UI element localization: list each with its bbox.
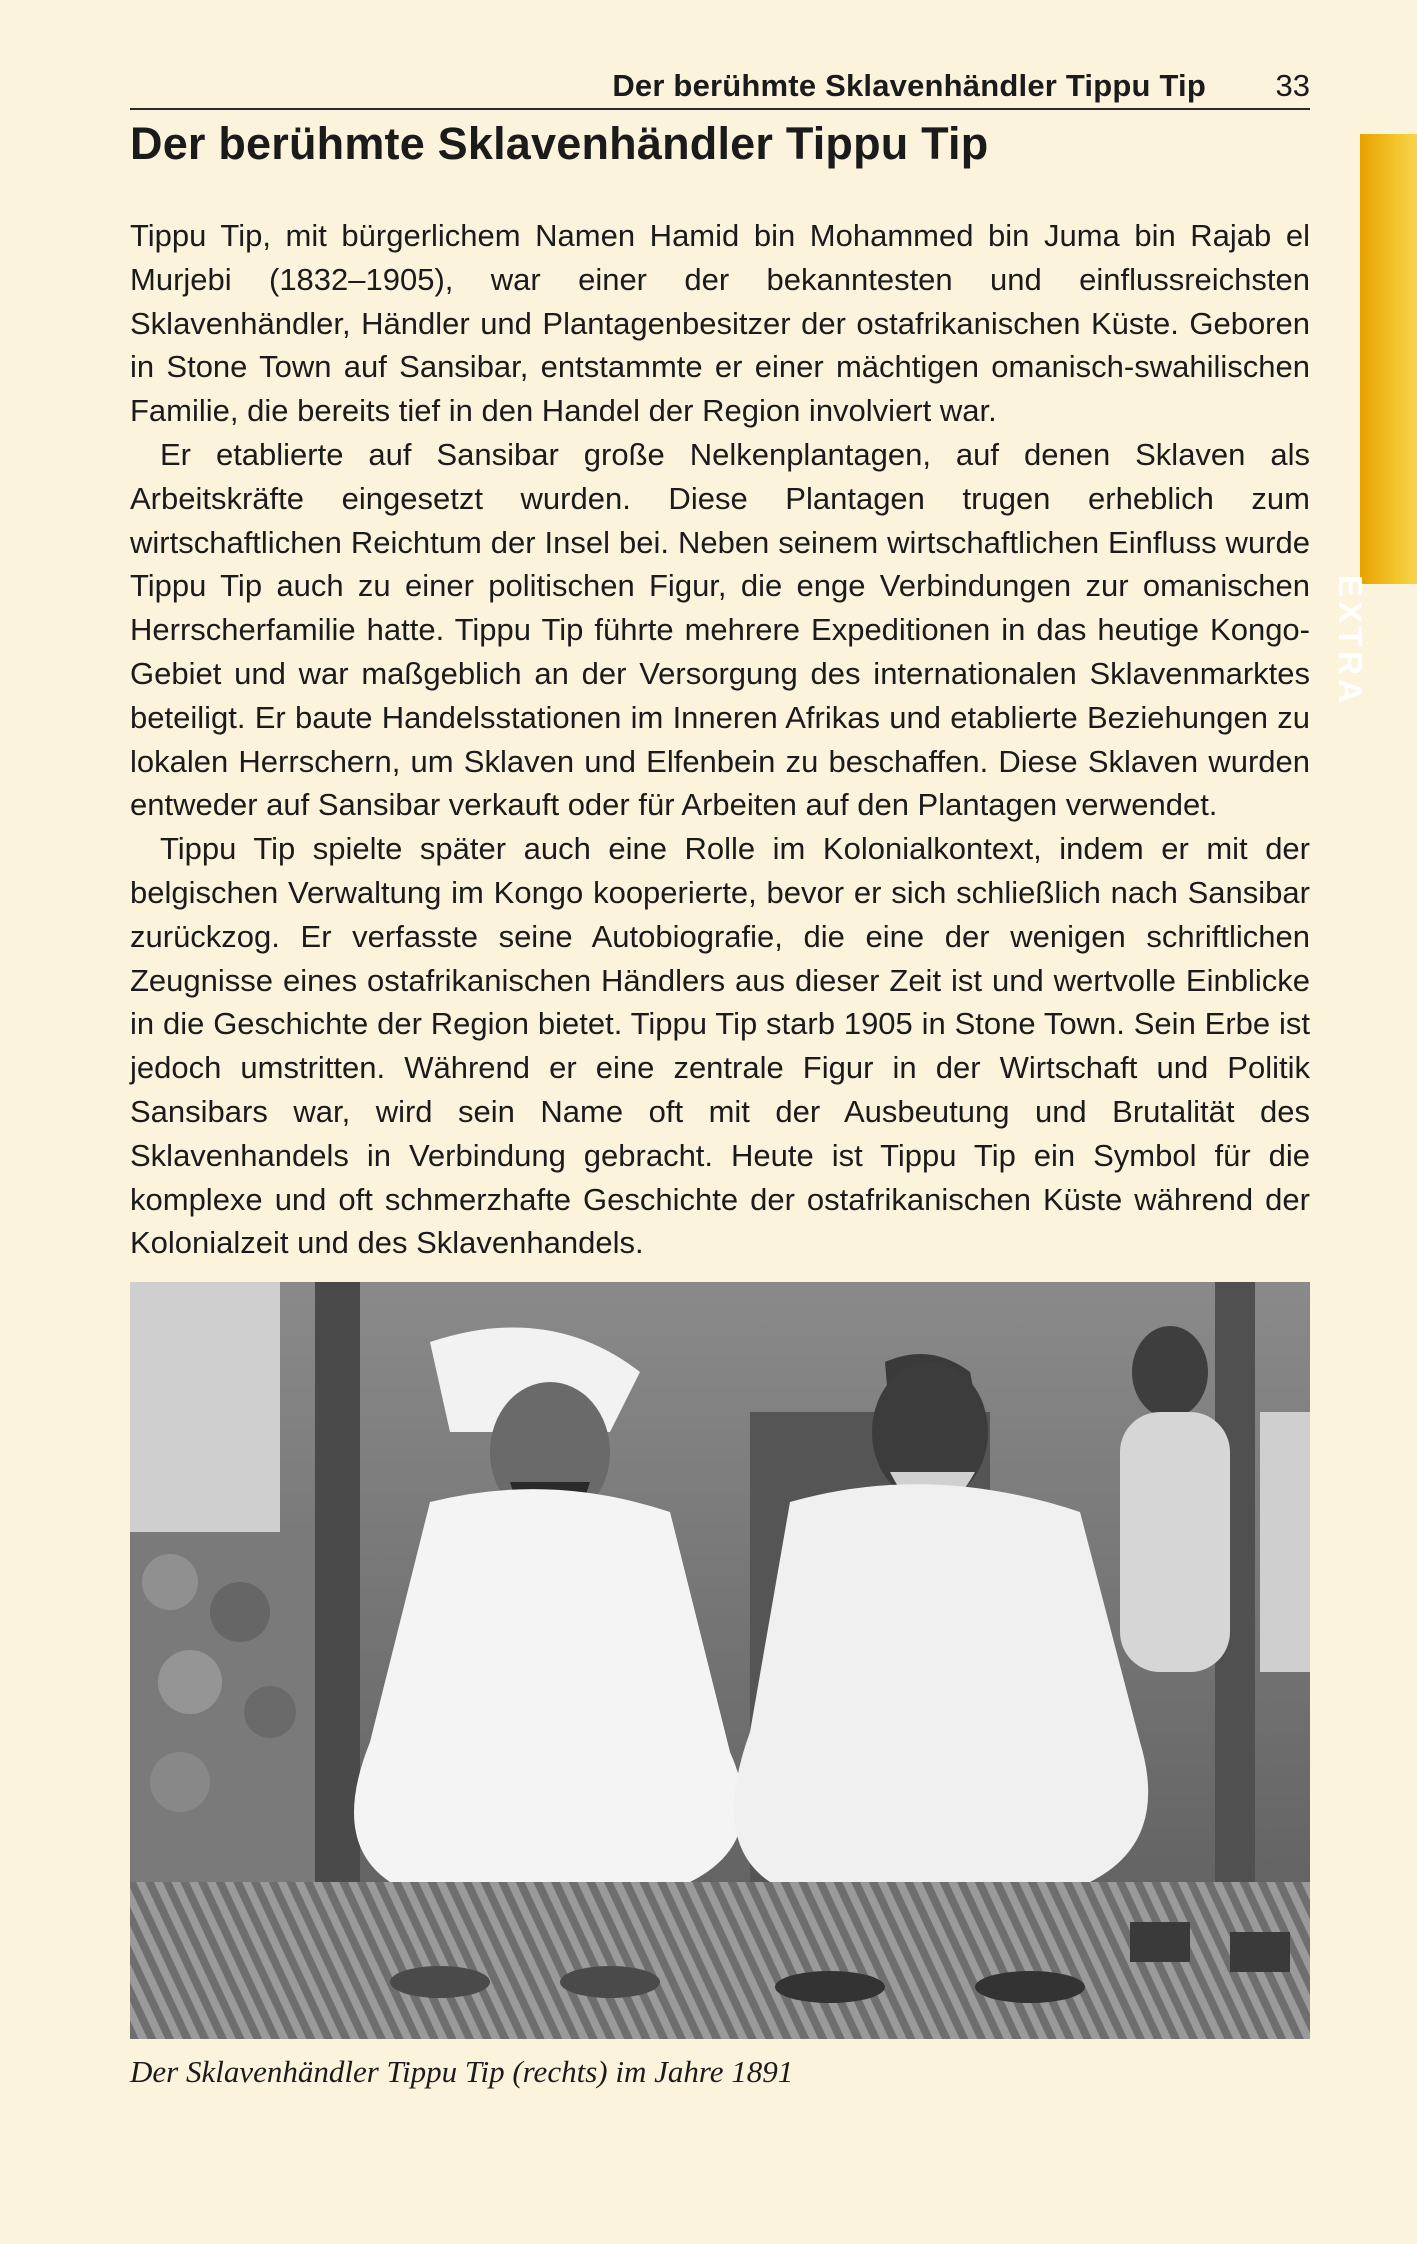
- paragraph: Tippu Tip, mit bürgerlichem Namen Hamid bin Mohammed bin Juma bin Rajab el Murjebi (1832–1905), war einer der bekanntesten und einflussreichsten Sklavenhändler, Händler und Plantagenbesitzer der ostafrikanischen Küste. Geboren in Stone Town auf Sansibar, entstammte er einer mächtigen omanisch-swahilischen Familie, die bereits tief in den Handel der Region involviert war.: [130, 218, 1310, 429]
- historical-photo: [130, 1282, 1310, 2039]
- figure-caption: Der Sklavenhändler Tippu Tip (rechts) im Jahre 1891: [130, 2054, 794, 2089]
- page-number: 33: [1275, 68, 1310, 103]
- extra-side-tab-label: EXTRA: [1332, 575, 1369, 707]
- running-head: [130, 64, 1310, 110]
- paragraph: Tippu Tip spielte später auch eine Rolle im Kolonialkontext, indem er mit der belgischen Verwaltung im Kongo kooperierte, bevor er sich schließlich nach Sansibar zurückzog. Er verfasste seine Autobiografie, die eine der wenigen schriftlichen Zeugnisse eines ostafrikanischen Händlers aus dieser Zeit ist und wertvolle Einblicke in die Geschichte der Region bietet. Tippu Tip starb 1905 in Stone Town. Sein Erbe ist jedoch umstritten. Während er eine zentrale Figur in der Wirtschaft und Politik Sansibars war, wird sein Name oft mit der Ausbeutung und Brutalität des Sklavenhandels in Verbindung gebracht. Heute ist Tippu Tip ein Symbol für die komplexe und oft schmerzhafte Geschichte der ostafrikanischen Küste während der Kolonialzeit und des Sklavenhandels.: [130, 831, 1310, 1261]
- photo-illustration: [130, 1282, 1310, 2039]
- paragraph: Er etablierte auf Sansibar große Nelkenplantagen, auf denen Sklaven als Arbeitskräfte eingesetzt wurden. Diese Plantagen trugen erheblich zum wirtschaftlichen Reichtum der Insel bei. Neben seinem wirtschaftlichen Einfluss wurde Tippu Tip auch zu einer politischen Figur, die enge Verbindungen zur omanischen Herrscherfamilie hatte. Tippu Tip führte mehrere Expeditionen in das heutige Kongo-Gebiet und war maßgeblich an der Versorgung des internationalen Sklavenmarktes beteiligt. Er baute Handelsstationen im Inneren Afrikas und etablierte Beziehungen zu lokalen Herrschern, um Sklaven und Elfenbein zu beschaffen. Diese Sklaven wurden entweder auf Sansibar verkauft oder für Arbeiten auf den Plantagen verwendet.: [130, 436, 1310, 823]
- article-body: [130, 214, 1310, 1265]
- article-heading: Der berühmte Sklavenhändler Tippu Tip: [130, 118, 989, 169]
- running-head-title: Der berühmte Sklavenhändler Tippu Tip: [612, 68, 1206, 103]
- extra-side-tab: [1360, 134, 1417, 584]
